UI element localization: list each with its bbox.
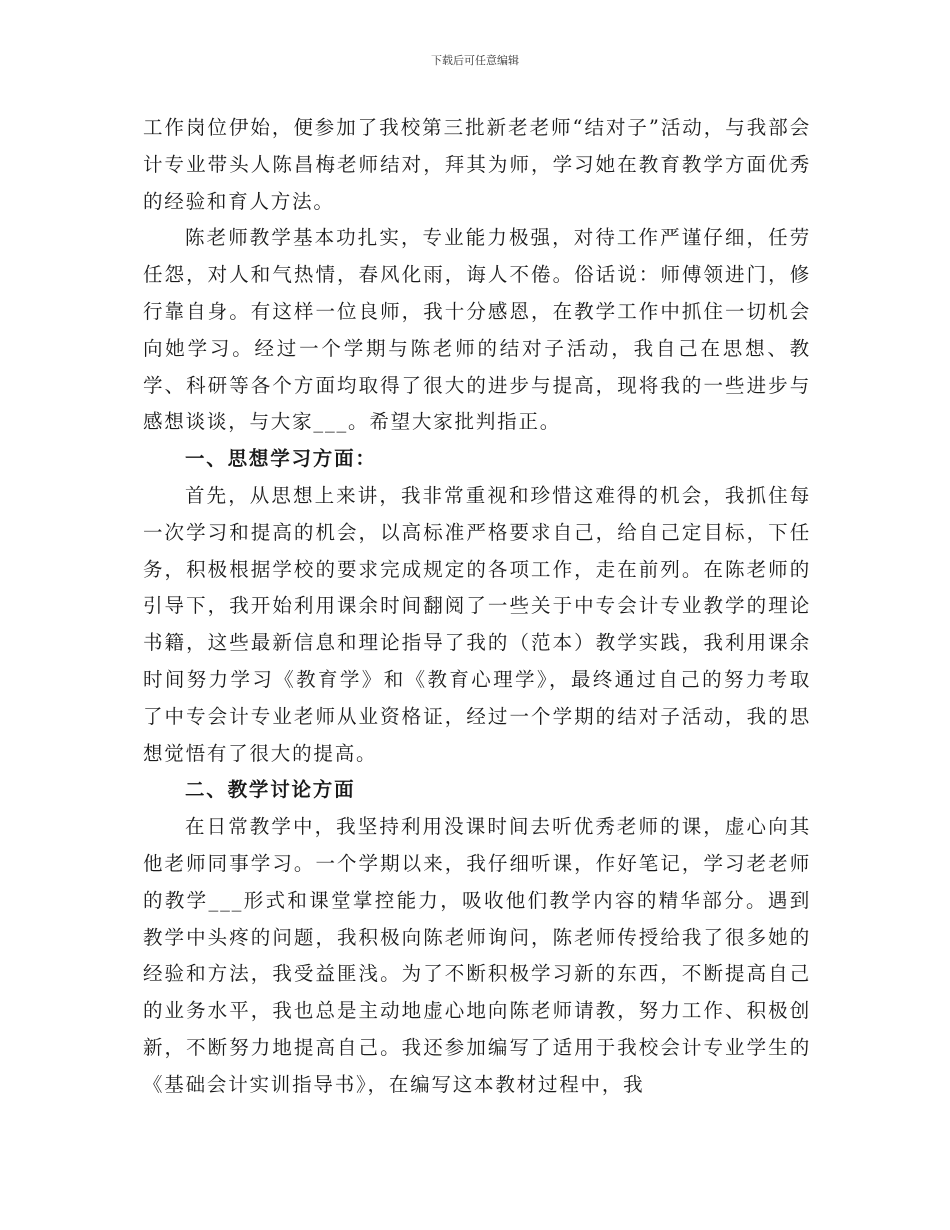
paragraph-2: 陈老师教学基本功扎实，专业能力极强，对待工作严谨仔细，任劳任怨，对人和气热情，春风化雨，诲人不倦。俗话说：师傅领进门，修行靠自身。有这样一位良师，我十分感恩，在教学工作中抓住一切机会向她学习。经过一个学期与陈老师的结对子活动，我自己在思想、教学、科研等各个方面均取得了很大的进步与提高，现将我的一些进步与感想谈谈，与大家___。希望大家批判指正。 <box>143 226 811 434</box>
section-heading-2: 二、教学讨论方面 <box>185 778 356 802</box>
document-body <box>143 110 811 1104</box>
paragraph-1: 工作岗位伊始，便参加了我校第三批新老老师“结对子”活动，与我部会计专业带头人陈昌梅老师结对，拜其为师，学习她在教育教学方面优秀的经验和育人方法。 <box>143 116 811 213</box>
section-heading-1: 一、思想学习方面： <box>185 447 377 471</box>
paragraph-3: 首先，从思想上来讲，我非常重视和珍惜这难得的机会，我抓住每一次学习和提高的机会，以高标准严格要求自己，给自己定目标，下任务，积极根据学校的要求完成规定的各项工作，走在前列。在陈老师的引导下，我开始利用课余时间翻阅了一些关于中专会计专业教学的理论书籍，这些最新信息和理论指导了我的（范本）教学实践，我利用课余时间努力学习《教育学》和《教育心理学》，最终通过自己的努力考取了中专会计专业老师从业资格证，经过一个学期的结对子活动，我的思想觉悟有了很大的提高。 <box>143 483 811 765</box>
page-header: 下载后可任意编辑 <box>431 54 519 67</box>
paragraph-4: 在日常教学中，我坚持利用没课时间去听优秀老师的课，虚心向其他老师同事学习。一个学期以来，我仔细听课，作好笔记，学习老老师的教学___形式和课堂掌控能力，吸收他们教学内容的精华部分。遇到教学中头疼的问题，我积极向陈老师询问，陈老师传授给我了很多她的经验和方法，我受益匪浅。为了不断积极学习新的东西，不断提高自己的业务水平，我也总是主动地虚心地向陈老师请教，努力工作、积极创新，不断努力地提高自己。我还参加编写了适用于我校会计专业学生的《基础会计实训指导书》，在编写这本教材过程中，我 <box>143 815 811 1096</box>
